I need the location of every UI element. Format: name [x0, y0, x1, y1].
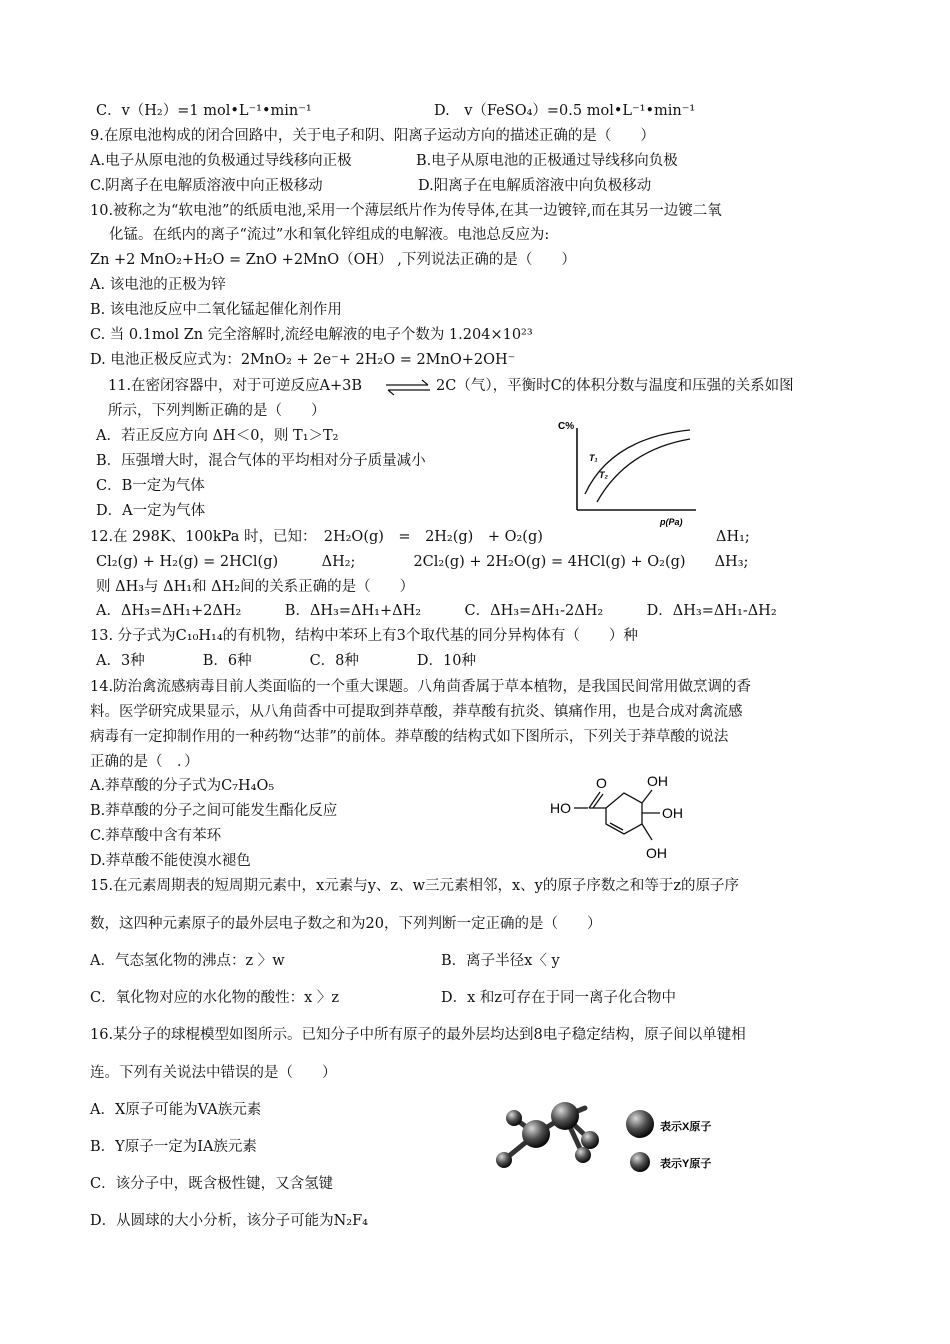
q10-equation: Zn +2 MnO₂+H₂O = ZnO +2MnO（OH） ,下列说法正确的是（ ） — [90, 252, 576, 268]
q16-option-a: A．X原子可能为VA族元素 — [90, 1102, 262, 1118]
q11-stem-line2: 所示，下列判断正确的是（ ） — [108, 403, 326, 419]
q14-stem-line2: 料。医学研究成果显示，从八角茴香中可提取到莽草酸，莽草酸有抗炎、镇痛作用，也是合成对禽流感 — [90, 704, 743, 720]
oh-bottom: OH — [646, 845, 667, 861]
cp-temperature-graph — [556, 414, 700, 530]
q14-option-c: C.莽草酸中含有苯环 — [90, 828, 222, 844]
q11-option-a: A．若正反应方向 ΔH＜0，则 T₁＞T₂ — [96, 428, 339, 444]
x-atom — [551, 1102, 579, 1130]
graph-ylabel: C% — [558, 421, 575, 432]
y-atom — [506, 1110, 522, 1126]
q12-equations: Cl₂(g) + H₂(g) = 2HCl(g) ΔH₂; 2Cl₂(g) + 2H₂O(g) = 4HCl(g) + O₂(g) ΔH₃; — [96, 554, 749, 570]
shikimic-acid-structure — [546, 766, 726, 866]
q14-option-a: A.莽草酸的分子式为C₇H₄O₅ — [90, 778, 275, 794]
q12-dh1: ΔH₁; — [716, 529, 750, 545]
q15-option-d: D．x 和z可存在于同一离子化合物中 — [441, 990, 677, 1006]
q9-option-a: A.电子从原电池的负极通过导线移向正极 — [90, 153, 352, 169]
q16-stem-line2: 连。下列有关说法中错误的是（ ） — [90, 1065, 337, 1081]
q14-option-d: D.莽草酸不能使溴水褪色 — [90, 853, 251, 869]
q12-question: 则 ΔH₃与 ΔH₁和 ΔH₂间的关系正确的是（ ） — [96, 579, 415, 595]
legend-y-ball — [630, 1152, 650, 1172]
q15-stem-line1: 15.在元素周期表的短周期元素中，x元素与y、z、w三元素相邻，x、y的原子序数之和等于z的原子序 — [90, 878, 739, 894]
ho-group: HO — [550, 800, 571, 816]
q14-stem-line1: 14.防治禽流感病毒目前人类面临的一个重大课题。八角茴香属于草本植物，是我国民间常用做烹调的香 — [90, 679, 752, 695]
q13-stem: 13. 分子式为C₁₀H₁₄的有机物，结构中苯环上有3个取代基的同分异构体有（ ）种 — [90, 628, 638, 644]
q9-option-c: C.阴离子在电解质溶液中向正极移动 — [90, 178, 323, 194]
q11-option-c: C．B一定为气体 — [96, 478, 205, 494]
q10-option-b: B. 该电池反应中二氧化锰起催化剂作用 — [90, 302, 342, 318]
x-atom — [522, 1120, 550, 1148]
q9-option-b: B.电子从原电池的正极通过导线移向负极 — [416, 153, 678, 169]
q14-stem-line4: 正确的是（ ．） — [90, 754, 199, 770]
ball-stick-model — [490, 1100, 740, 1186]
q8-option-c: C．v（H₂）=1 mol•L⁻¹•min⁻¹ — [96, 103, 312, 119]
y-atom — [575, 1147, 591, 1163]
q16-stem-line1: 16.某分子的球棍模型如图所示。已知分子中所有原子的最外层均达到8电子稳定结构，原子间以单键相 — [90, 1027, 746, 1043]
q14-option-b: B.莽草酸的分子之间可能发生酯化反应 — [90, 803, 338, 819]
legend-x-label: 表示X原子 — [660, 1121, 712, 1133]
q10-option-d: D. 电池正极反应式为：2MnO₂ + 2e⁻+ 2H₂O = 2MnO+2OH⁻ — [90, 352, 516, 368]
q11-stem-part1: 11.在密闭容器中，对于可逆反应A+3B — [108, 378, 363, 394]
q10-stem-line2: 化锰。在纸内的离子“流过”水和氧化锌组成的电解液。电池总反应为: — [109, 227, 550, 243]
y-atom — [581, 1131, 599, 1149]
q13-options: A．3种 B．6种 C．8种 D．10种 — [96, 653, 476, 669]
q16-option-b: B．Y原子一定为IA族元素 — [90, 1139, 257, 1155]
q16-option-c: C．该分子中，既含极性键，又含氢键 — [90, 1176, 334, 1192]
q9-option-d: D.阳离子在电解质溶液中向负极移动 — [418, 178, 652, 194]
q15-option-c: C．氧化物对应的水化物的酸性：x 〉z — [90, 990, 340, 1006]
curve-t1-label: T₁ — [589, 453, 598, 463]
q8-option-d: D. v（FeSO₄）=0.5 mol•L⁻¹•min⁻¹ — [434, 103, 696, 119]
carbonyl-o: O — [596, 775, 607, 791]
q12-options: A．ΔH₃=ΔH₁+2ΔH₂ B．ΔH₃=ΔH₁+ΔH₂ C．ΔH₃=ΔH₁-2ΔH₂ D．ΔH₃=ΔH₁-ΔH₂ — [96, 603, 777, 619]
curve-t1 — [585, 430, 690, 494]
legend-x-ball — [626, 1110, 654, 1138]
q11-option-b: B．压强增大时，混合气体的平均相对分子质量减小 — [96, 453, 426, 469]
q14-stem-line3: 病毒有一定抑制作用的一种药物“达菲”的前体。莽草酸的结构式如下图所示，下列关于莽草酸的说法 — [90, 729, 729, 745]
q10-option-a: A. 该电池的正极为锌 — [90, 277, 226, 293]
oh-top: OH — [647, 773, 668, 789]
q11-option-d: D．A一定为气体 — [96, 503, 206, 519]
curve-t2-label: T₂ — [599, 470, 608, 480]
graph-xlabel: p(Pa) — [660, 517, 683, 527]
curve-t2 — [597, 439, 690, 502]
q16-option-d: D．从圆球的大小分析，该分子可能为N₂F₄ — [90, 1213, 368, 1229]
q12-stem: 12.在 298K、100kPa 时，已知： 2H₂O(g) = 2H₂(g) + O₂(g) — [90, 529, 543, 545]
q15-option-b: B．离子半径x〈 y — [441, 953, 560, 969]
q9-stem: 9.在原电池构成的闭合回路中，关于电子和阴、阳离子运动方向的描述正确的是（ ） — [90, 128, 655, 144]
q10-option-c: C. 当 0.1mol Zn 完全溶解时,流经电解液的电子个数为 1.204×10²³ — [90, 327, 533, 343]
y-atom — [496, 1152, 512, 1168]
q15-option-a: A．气态氢化物的沸点：z 〉w — [90, 953, 285, 969]
oh-right: OH — [662, 805, 683, 821]
q11-stem-part2: 2C（气），平衡时C的体积分数与温度和压强的关系如图 — [436, 378, 794, 394]
reversible-arrow-icon — [384, 379, 434, 397]
q10-stem-line1: 10.被称之为“软电池”的纸质电池,采用一个薄层纸片作为传导体,在其一边镀锌,而在其另一边镀二氧 — [90, 203, 722, 219]
q15-stem-line2: 数，这四种元素原子的最外层电子数之和为20，下列判断一定正确的是（ ） — [90, 916, 602, 932]
legend-y-label: 表示Y原子 — [660, 1158, 712, 1170]
